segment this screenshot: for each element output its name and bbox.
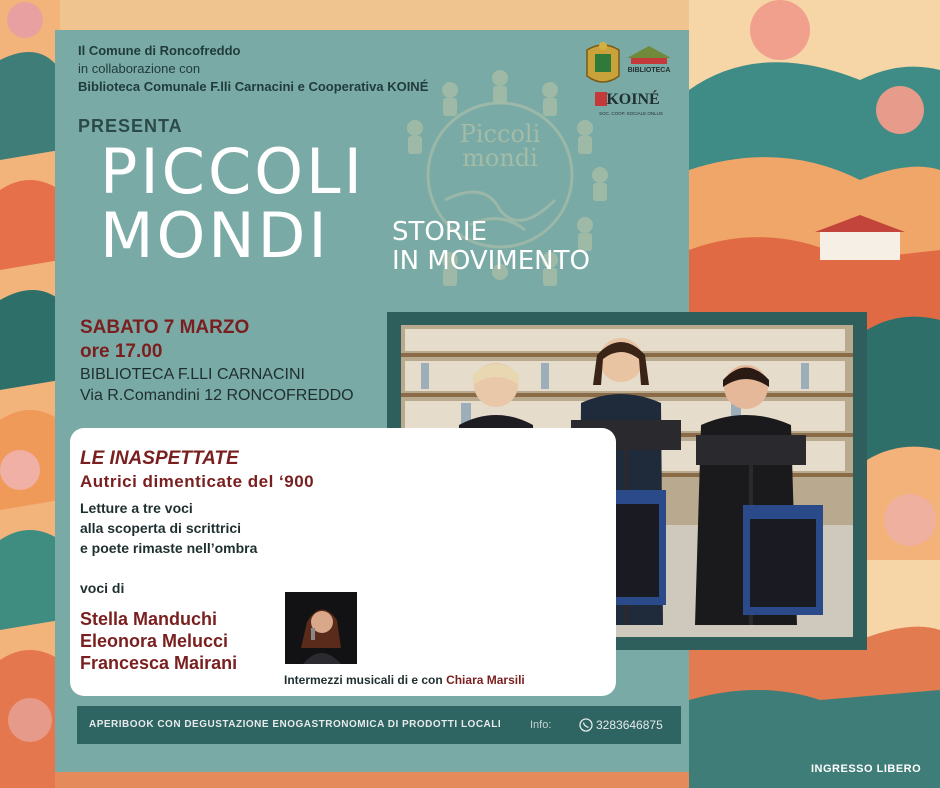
show-subtitle: Autrici dimenticate del ‘900 [80,472,315,491]
title-line1: PICCOLI [100,135,365,208]
performer-name: Stella Manduchi [80,609,218,629]
main-title [100,135,365,272]
koine-logo-text: KOINÉ [606,91,660,108]
description-line2: alla scoperta di scrittrici [80,520,242,536]
library-logo-text: BIBLIOTECA [627,67,671,74]
aperibook-text: APERIBOOK CON DEGUSTAZIONE ENOGASTRONOMICA DI PRODOTTI LOCALI [89,719,502,730]
collaboration-line: in collaborazione con [78,61,201,76]
voices-label: voci di [80,580,125,596]
title-line2: MONDI [100,199,330,272]
organizer-header [78,42,498,96]
performer-name: Eleonora Melucci [80,631,229,651]
description-line3: e poete rimaste nell’ombra [80,540,258,556]
free-entry-label: INGRESSO LIBERO [811,763,922,775]
show-description [80,498,257,558]
performer-name: Francesca Mairani [80,653,238,673]
partner-logos [583,40,673,120]
music-credit-prefix: Intermezzi musicali di e con [284,673,443,687]
koine-subtext: SOC. COOP. SOCIALE ONLUS [599,111,663,116]
coat-of-arms-icon [587,42,619,82]
event-time: ore 17.00 [80,341,163,362]
stamp-line2: mondi [462,144,538,172]
subtitle-line1: STORIE [392,217,488,247]
event-date: SABATO 7 MARZO [80,317,250,338]
phone-number[interactable]: 3283646875 [596,718,663,732]
event-address: Via R.Comandini 12 RONCOFREDDO [80,387,354,404]
musician-photo [285,592,357,664]
stamp-line1: Piccoli [459,120,541,148]
library-logo-icon [627,46,671,64]
description-line1: Letture a tre voci [80,500,193,516]
presenta-label: PRESENTA [78,116,183,136]
info-label: Info: [530,719,552,731]
partners-line: Biblioteca Comunale F.lli Carnacini e Cooperativa KOINÉ [78,79,429,94]
event-venue: BIBLIOTECA F.LLI CARNACINI [80,366,305,383]
show-title: LE INASPETTATE [80,448,239,469]
whatsapp-icon [579,718,593,732]
subtitle-line2: IN MOVIMENTO [392,246,590,276]
info-bar [77,706,681,744]
event-when-where [80,316,354,406]
municipality-line: Il Comune di Roncofreddo [78,43,241,58]
koine-mark-icon [595,92,607,106]
performers-list [80,608,237,674]
musician-name: Chiara Marsili [446,673,525,687]
music-credit [284,673,525,687]
main-subtitle [392,218,590,276]
